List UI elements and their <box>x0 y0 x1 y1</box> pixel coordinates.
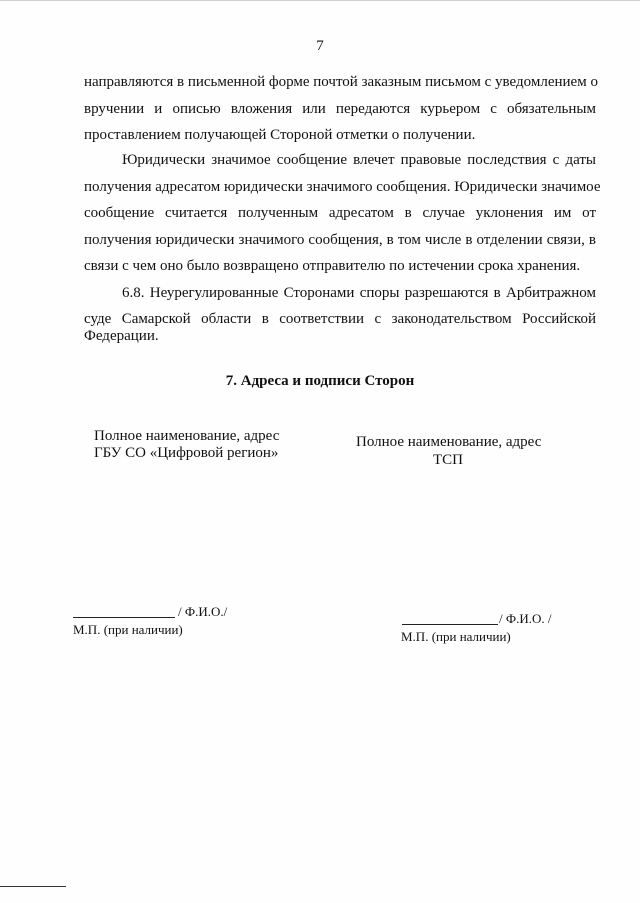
paragraph-line: суде Самарской области в соответствии с законодательством Российской <box>84 311 596 327</box>
section-title: 7. Адреса и подписи Сторон <box>225 373 415 389</box>
paragraph-line: связи с чем оно было возвращено отправителю по истечении срока хранения. <box>84 258 581 274</box>
right-signature-line <box>402 624 498 625</box>
paragraph-line: получения адресатом юридически значимого сообщения. Юридически значимое <box>84 179 601 195</box>
paragraph-line: получения юридически значимого сообщения, в том числе в отделении связи, в <box>84 232 596 248</box>
paragraph-line: Федерации. <box>84 328 159 344</box>
footnote-rule <box>0 886 66 887</box>
paragraph-line: направляются в письменной форме почтой заказным письмом с уведомлением о <box>84 74 598 90</box>
right-stamp-label: М.П. (при наличии) <box>401 629 511 644</box>
paragraph-line: проставлением получающей Стороной отметки о получении. <box>84 127 476 143</box>
paragraph-line: 6.8. Неурегулированные Сторонами споры разрешаются в Арбитражном <box>122 285 596 301</box>
top-border <box>0 0 640 1</box>
right-party-heading: Полное наименование, адрес <box>356 434 542 450</box>
paragraph-line: сообщение считается полученным адресатом в случае уклонения им от <box>84 205 596 221</box>
paragraph-line: вручении и описью вложения или передаются курьером с обязательным <box>84 101 596 117</box>
left-signature-line <box>73 617 175 618</box>
right-party-name: ТСП <box>433 452 463 468</box>
left-party-heading: Полное наименование, адрес <box>94 428 280 444</box>
left-party-name: ГБУ СО «Цифровой регион» <box>94 445 279 461</box>
page-number: 7 <box>316 38 324 54</box>
paragraph-line: Юридически значимое сообщение влечет правовые последствия с даты <box>122 152 596 168</box>
right-fio-label: / Ф.И.О. / <box>499 611 552 626</box>
left-fio-label: / Ф.И.О./ <box>178 604 228 619</box>
left-stamp-label: М.П. (при наличии) <box>73 622 183 637</box>
